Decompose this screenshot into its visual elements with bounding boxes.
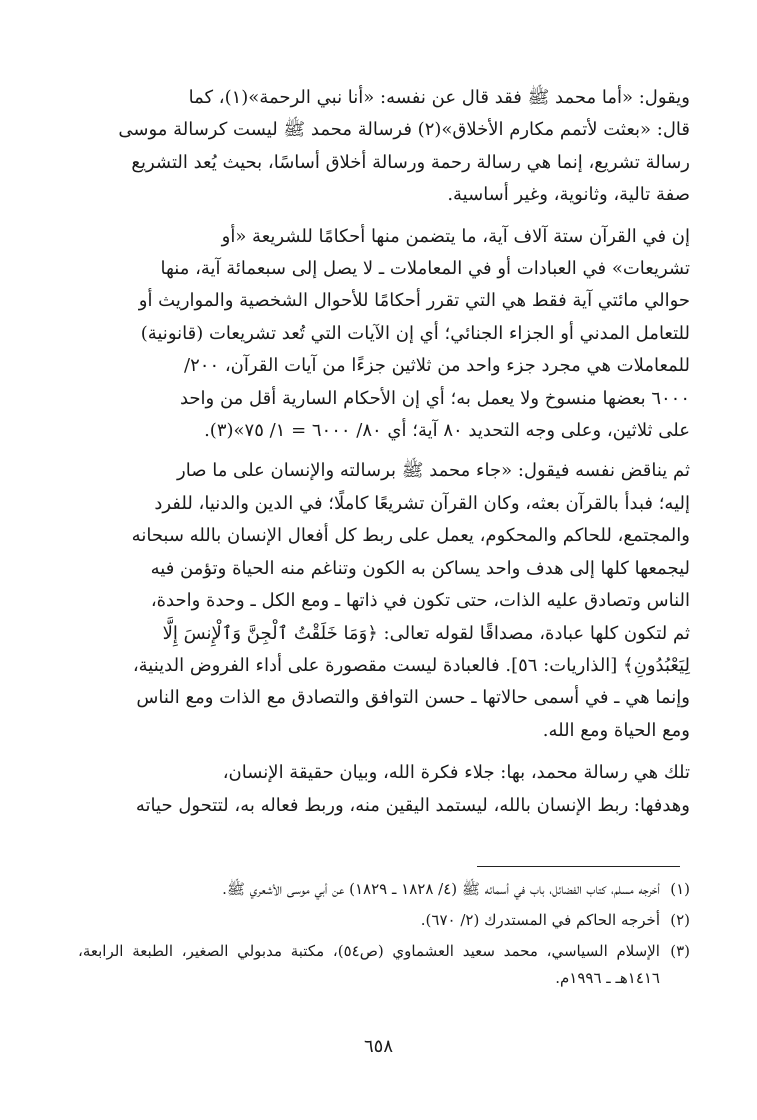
footnotes: [78, 876, 690, 996]
text-line: تلك هي رسالة محمد، بها: جلاء فكرة الله، وبيان حقيقة الإنسان،: [222, 762, 690, 784]
main-text: [78, 82, 690, 822]
text-line: ثم لتكون كلها عبادة، مصداقًا لقوله تعالى: ﴿وَمَا خَلَقْتُ ٱلْجِنَّ وَٱلْإِنسَ إِلَّا: [162, 622, 690, 644]
footnote-text: أخرجه الحاكم في المستدرك (٢/ ٦٧٠).: [420, 911, 660, 929]
paragraph: [78, 82, 690, 212]
text-line: للتعامل المدني أو الجزاء الجنائي؛ أي إن الآيات التي تُعد تشريعات (قانونية): [140, 322, 690, 344]
text-line: قال: «بعثت لأتمم مكارم الأخلاق»(٢) فرسالة محمد ﷺ ليست كرسالة موسى: [118, 119, 690, 141]
text-line: للمعاملات هي مجرد جزء واحد من ثلاثين جزءًا من آيات القرآن، ٢٠٠/: [184, 355, 690, 377]
text-line: حوالي مائتي آية فقط هي التي تقرر أحكامًا للأحوال الشخصية والمواريث أو: [138, 290, 690, 312]
text-line: ومع الحياة ومع الله.: [542, 719, 690, 741]
footnote-number: (٣): [670, 942, 690, 960]
text-line: وهدفها: ربط الإنسان بالله، ليستمد اليقين منه، وربط فعاله به، لتتحول حياته: [135, 794, 690, 816]
text-line: على ثلاثين، وعلى وجه التحديد ٨٠ آية؛ أي ٨٠/ ٦٠٠٠ = ١/ ٧٥»(٣).: [204, 420, 690, 442]
paragraph: [78, 455, 690, 747]
text-line: وإنما هي ـ في أسمى حالاتها ـ حسن التوافق والتصادق مع الذات ومع الناس: [136, 687, 690, 709]
footnote-number: (٢): [670, 911, 690, 929]
text-line: ٦٠٠٠ بعضها منسوخ ولا يعمل به؛ أي إن الأحكام السارية أقل من واحد: [179, 387, 690, 409]
paragraph: [78, 221, 690, 448]
footnote-text: أخرجه مسلم، كتاب الفضائل، باب في أسمائه ﷺ (٤/ ١٨٢٨ ـ ١٨٢٩) عن أبي موسى الأشعري ﷺ.: [222, 880, 660, 898]
footnote-divider: [477, 866, 680, 867]
footnote-text: الإسلام السياسي، محمد سعيد العشماوي (ص٥٤)، مكتبة مدبولي الصغير، الطبعة الرابعة، ١٤١٦هـ ـ ١٩٩٦م.: [78, 942, 660, 987]
footnote: [78, 876, 690, 903]
text-line: تشريعات» في العبادات أو في المعاملات ـ لا يصل إلى سبعمائة آية، منها: [160, 258, 690, 280]
text-line: ليجمعها كلها إلى هدف واحد يساكن به الكون وتناغم منه الحياة وتؤمن فيه: [150, 557, 690, 579]
text-line: ويقول: «أما محمد ﷺ فقد قال عن نفسه: «أنا نبي الرحمة»(١)، كما: [188, 87, 690, 108]
footnote: [78, 907, 690, 934]
text-line: والمجتمع، للحاكم والمحكوم، يعمل على ربط كل أفعال الإنسان بالله سبحانه: [131, 525, 690, 547]
text-line: إليه؛ فبدأ بالقرآن بعثه، وكان القرآن تشريعًا كاملًا؛ في الدين والدنيا، للفرد: [154, 492, 690, 514]
paragraph: [78, 757, 690, 822]
footnote: [78, 938, 690, 992]
text-line: إن في القرآن ستة آلاف آية، ما يتضمن منها أحكامًا للشريعة «أو: [221, 225, 690, 247]
text-line: الناس وتصادق عليه الذات، حتى تكون في ذاتها ـ ومع الكل ـ وحدة واحدة،: [150, 590, 690, 612]
text-line: رسالة تشريع، إنما هي رسالة رحمة ورسالة أخلاق أساسًا، بحيث يُعد التشريع: [131, 151, 690, 173]
text-line: ثم يناقض نفسه فيقول: «جاء محمد ﷺ برسالته والإنسان على ما صار: [177, 460, 690, 482]
footnote-number: (١): [670, 880, 690, 898]
page-number: ٦٥٨: [363, 1036, 393, 1057]
text-line: صفة تالية، وثانوية، وغير أساسية.: [447, 184, 690, 206]
text-line: لِيَعْبُدُونِ﴾ [الذاريات: ٥٦]. فالعبادة ليست مقصورة على أداء الفروض الدينية،: [132, 654, 690, 676]
